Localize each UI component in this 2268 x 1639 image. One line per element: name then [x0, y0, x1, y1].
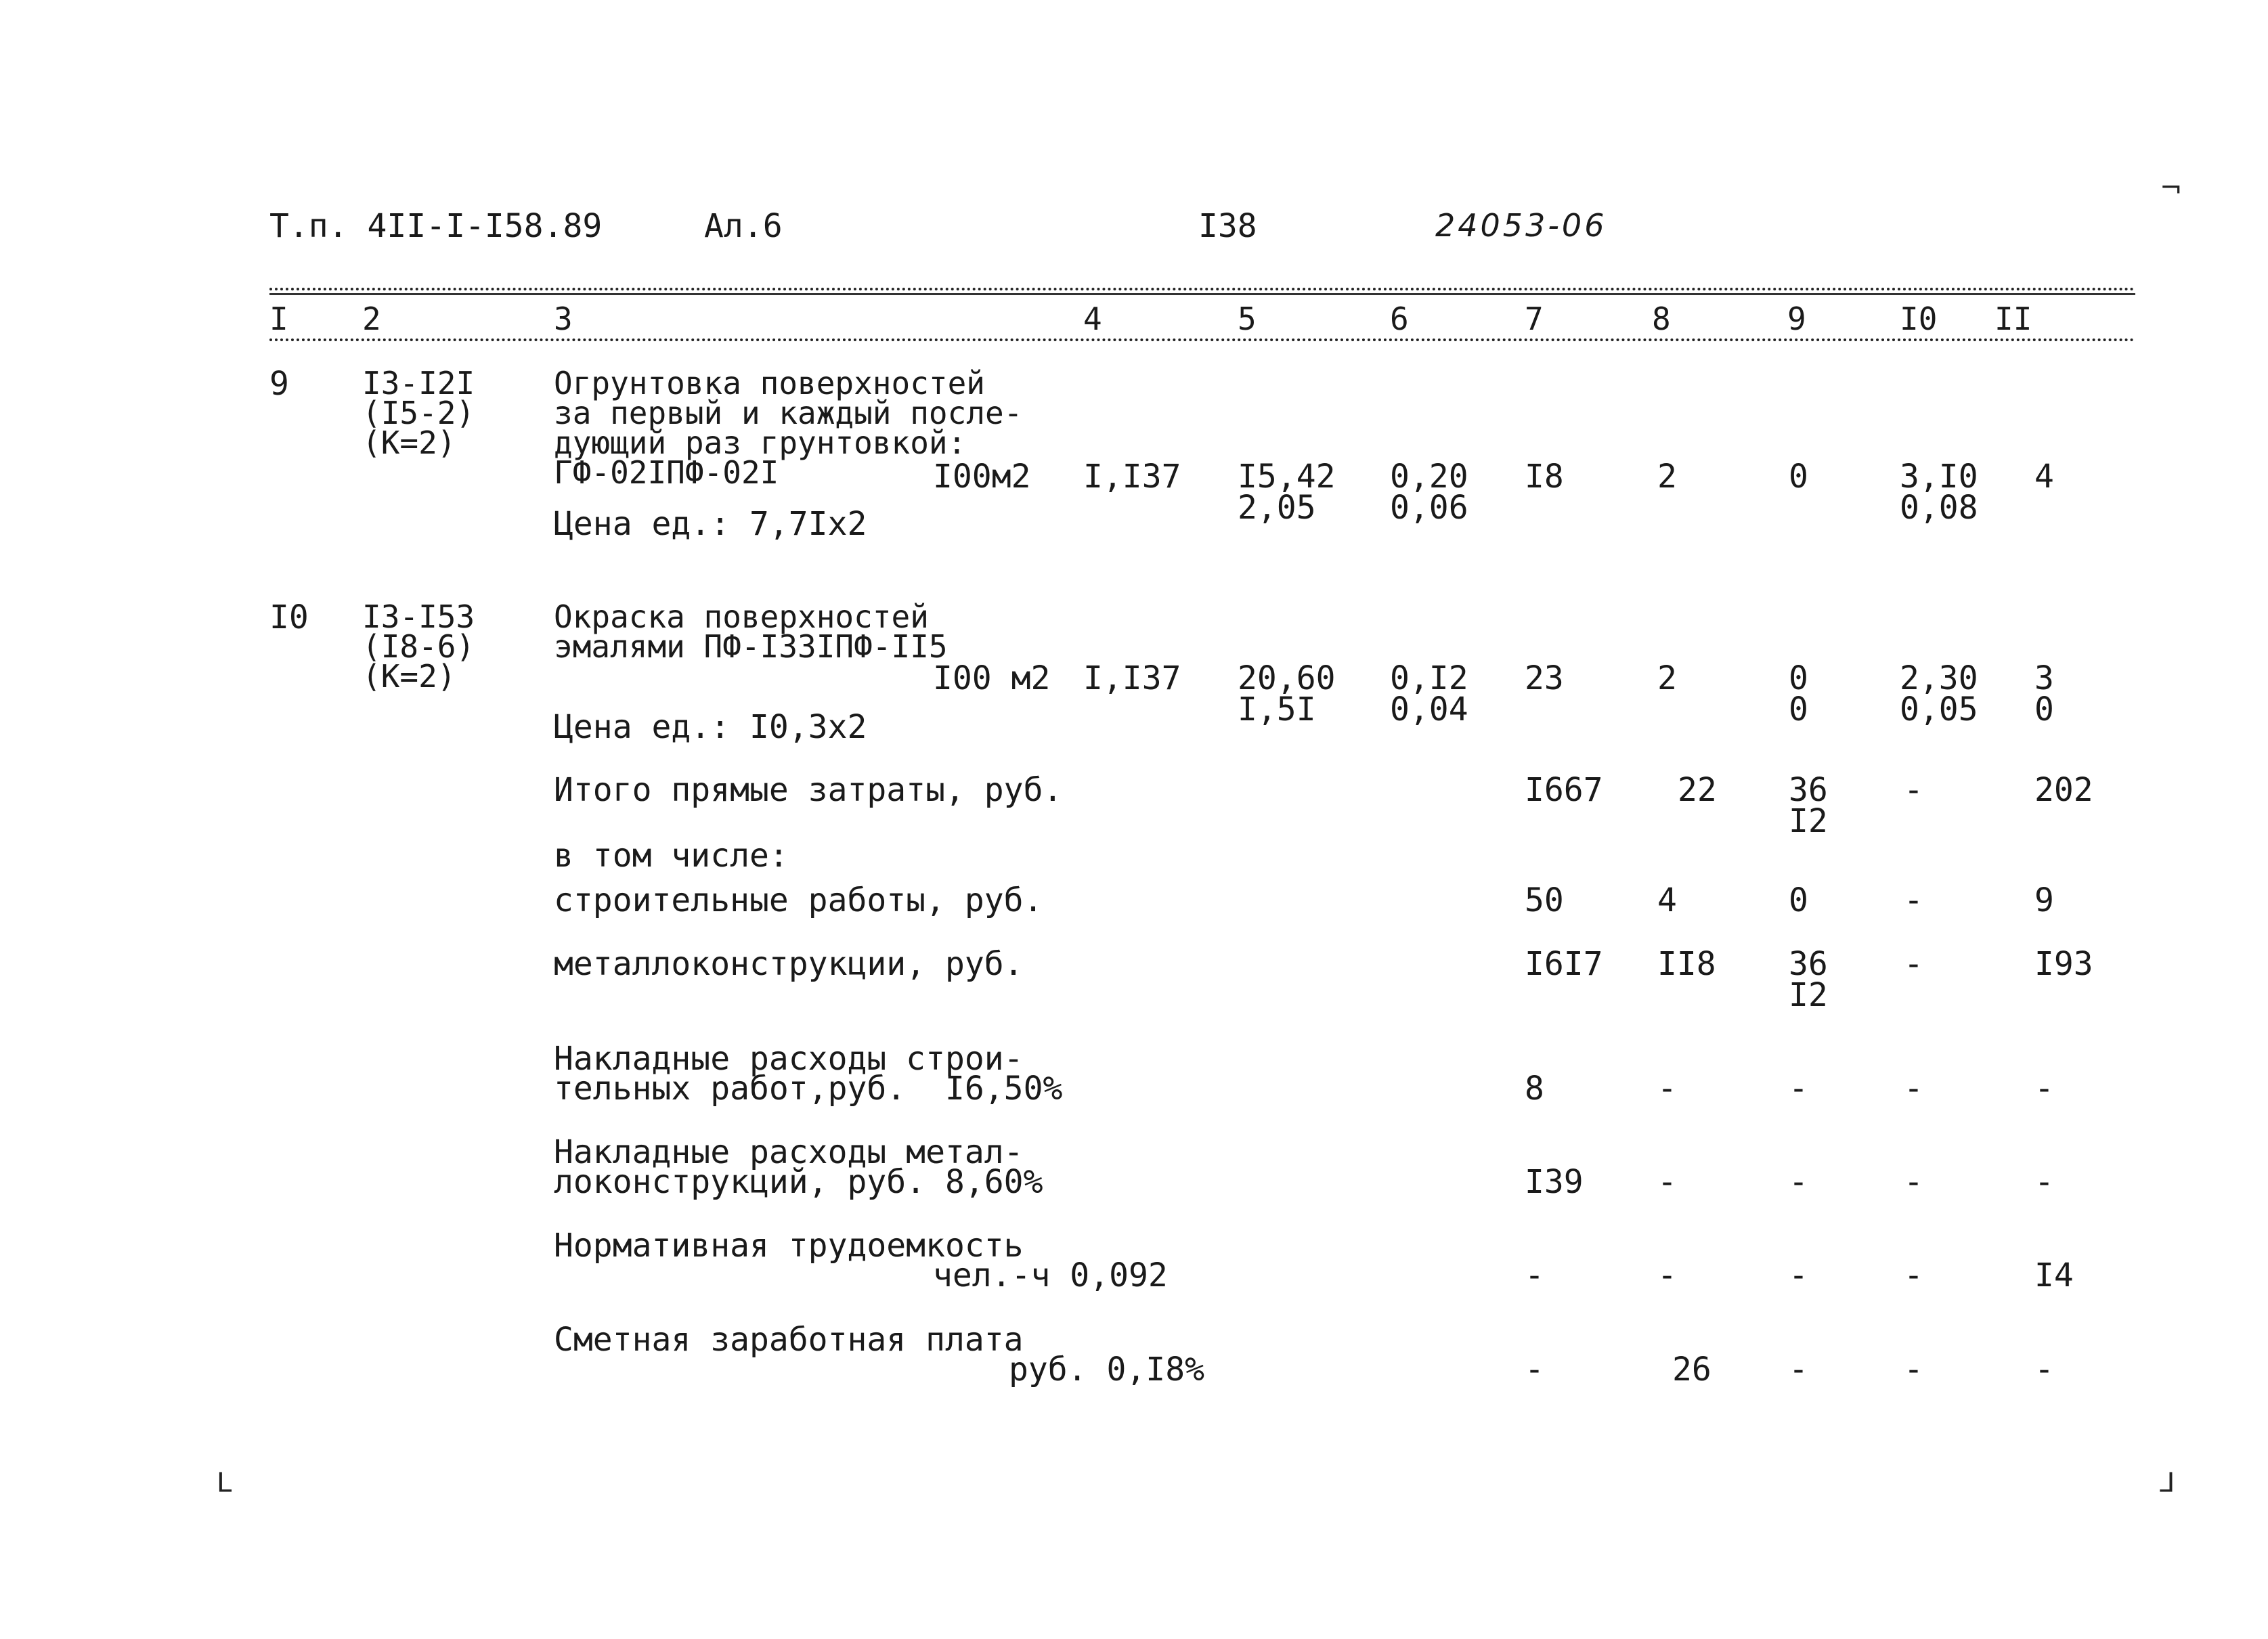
total-machines: 0	[1789, 881, 1808, 919]
labor-total: 9	[2034, 881, 2054, 919]
unit-price-note: Цена ед.: I0,3х2	[554, 708, 867, 746]
total-machines: 36	[1789, 771, 1828, 809]
total-cost: I8	[1525, 458, 1564, 496]
unit-cost: 20,60	[1238, 659, 1336, 697]
total-cost: -	[1525, 1256, 1544, 1294]
top-rule	[269, 288, 2135, 290]
page-number: I38	[1198, 207, 1257, 245]
work-description-line: Огрунтовка поверхностей	[554, 365, 985, 401]
labor-per-unit-machines: 0,08	[1900, 489, 1978, 527]
totals-label: Накладные расходы метал-	[554, 1133, 1024, 1171]
labor-total: -	[2034, 1070, 2054, 1108]
col-header-9: 9	[1787, 301, 1806, 337]
quantity: I,I37	[1083, 659, 1181, 697]
work-description-line: эмалями ПФ-I33IПФ-II5	[554, 628, 948, 665]
labor-per-unit: 3,I0	[1900, 458, 1978, 496]
labor-per-unit: -	[1904, 1256, 1923, 1294]
col-header-10: I0	[1900, 301, 1938, 337]
total-machines: -	[1789, 1256, 1808, 1294]
totals-label: Итого прямые затраты, руб.	[554, 771, 1063, 809]
totals-label: руб. 0,I8%	[1009, 1351, 1204, 1389]
col-header-2: 2	[362, 301, 381, 337]
labor-total: 202	[2034, 771, 2093, 809]
rate-code: I3-I2I	[362, 365, 475, 401]
work-description-line: ГФ-02IПФ-02I	[554, 454, 779, 491]
labor-total: I4	[2034, 1256, 2074, 1294]
unit-cost-machines-wage: 0,04	[1390, 691, 1468, 728]
crop-mark-right: ᒧ	[2158, 1468, 2175, 1499]
totals-label: металлоконструкции, руб.	[554, 945, 1024, 983]
labor-per-unit: -	[1904, 881, 1923, 919]
col-header-6: 6	[1390, 301, 1409, 337]
totals-label: Нормативная трудоемкость	[554, 1227, 1024, 1265]
col-header-7: 7	[1525, 301, 1544, 337]
quantity: I,I37	[1083, 458, 1181, 496]
rate-code-ref: (I5-2)	[362, 395, 475, 431]
labor-per-unit: -	[1904, 1351, 1923, 1389]
rate-coefficient: (К=2)	[362, 658, 456, 695]
unit-cost-wage: 2,05	[1238, 489, 1316, 527]
row-number: 9	[269, 365, 289, 403]
col-header-11: II	[1994, 301, 2032, 337]
album-number: Ал.6	[704, 207, 783, 245]
total-machines: -	[1789, 1163, 1808, 1201]
unit-cost-machines-wage: 0,06	[1390, 489, 1468, 527]
totals-label: Накладные расходы строи-	[554, 1040, 1024, 1078]
document-code: 24053-06	[1435, 207, 1607, 244]
labor-per-unit: -	[1904, 771, 1923, 809]
work-description-line: Окраска поверхностей	[554, 598, 929, 635]
total-wage: 22	[1678, 771, 1717, 809]
unit-cost-machines: 0,20	[1390, 458, 1468, 496]
unit-cost-machines: 0,I2	[1390, 659, 1468, 697]
total-cost: I6I7	[1525, 945, 1603, 983]
col-header-3: 3	[554, 301, 573, 337]
total-wage: II8	[1657, 945, 1716, 983]
including-label: в том числе:	[554, 837, 789, 875]
total-wage: -	[1657, 1070, 1677, 1108]
unit-price-note: Цена ед.: 7,7Iх2	[554, 505, 867, 543]
col-header-4: 4	[1083, 301, 1102, 337]
totals-label: строительные работы, руб.	[554, 881, 1043, 919]
work-description-line: за первый и каждый после-	[554, 395, 1023, 431]
header-rule	[269, 338, 2135, 341]
labor-total: I93	[2034, 945, 2093, 983]
top-rule-2	[269, 293, 2135, 295]
rate-code-ref: (I8-6)	[362, 628, 475, 665]
labor-total: 3	[2034, 659, 2054, 697]
total-wage: -	[1657, 1163, 1677, 1201]
total-machines-wage: 0	[1789, 691, 1808, 728]
labor-per-unit: -	[1904, 1070, 1923, 1108]
total-cost: I667	[1525, 771, 1603, 809]
labor-per-unit: -	[1904, 945, 1923, 983]
col-header-1: I	[269, 301, 288, 337]
total-machines: -	[1789, 1351, 1808, 1389]
rate-coefficient: (К=2)	[362, 424, 456, 461]
total-wage: 2	[1657, 458, 1677, 496]
crop-mark-top-right: ¬	[2160, 173, 2183, 204]
total-wage: -	[1657, 1256, 1677, 1294]
labor-total: -	[2034, 1351, 2054, 1389]
total-wage: 4	[1657, 881, 1677, 919]
totals-label: чел.-ч 0,092	[933, 1256, 1168, 1294]
totals-label: тельных работ,руб. I6,50%	[554, 1070, 1063, 1108]
total-cost: 23	[1525, 659, 1564, 697]
labor-total-machines: 0	[2034, 691, 2054, 728]
unit-of-measure: I00 м2	[933, 659, 1051, 697]
total-cost: I39	[1525, 1163, 1584, 1201]
work-description-line: дующий раз грунтовкой:	[554, 424, 967, 461]
labor-per-unit: 2,30	[1900, 659, 1978, 697]
unit-cost: I5,42	[1238, 458, 1336, 496]
unit-cost-wage: I,5I	[1238, 691, 1316, 728]
col-header-5: 5	[1238, 301, 1257, 337]
labor-total: -	[2034, 1163, 2054, 1201]
labor-per-unit-machines: 0,05	[1900, 691, 1978, 728]
labor-total: 4	[2034, 458, 2054, 496]
col-header-8: 8	[1652, 301, 1671, 337]
total-wage: 26	[1672, 1351, 1711, 1389]
total-wage: 2	[1657, 659, 1677, 697]
project-number: Т.п. 4II-I-I58.89	[269, 207, 603, 245]
total-machines: 36	[1789, 945, 1828, 983]
total-machines: -	[1789, 1070, 1808, 1108]
unit-of-measure: I00м2	[933, 458, 1031, 496]
total-cost: 8	[1525, 1070, 1544, 1108]
rate-code: I3-I53	[362, 598, 475, 635]
total-machines-wage: I2	[1789, 802, 1828, 840]
row-number: I0	[269, 598, 309, 636]
total-cost: -	[1525, 1351, 1544, 1389]
total-machines: 0	[1789, 458, 1808, 496]
crop-mark-left: ᒪ	[217, 1468, 232, 1499]
total-cost: 50	[1525, 881, 1564, 919]
totals-label: Сметная заработная плата	[554, 1321, 1024, 1359]
total-machines-wage: I2	[1789, 976, 1828, 1014]
labor-per-unit: -	[1904, 1163, 1923, 1201]
totals-label: локонструкций, руб. 8,60%	[554, 1163, 1043, 1201]
total-machines: 0	[1789, 659, 1808, 697]
